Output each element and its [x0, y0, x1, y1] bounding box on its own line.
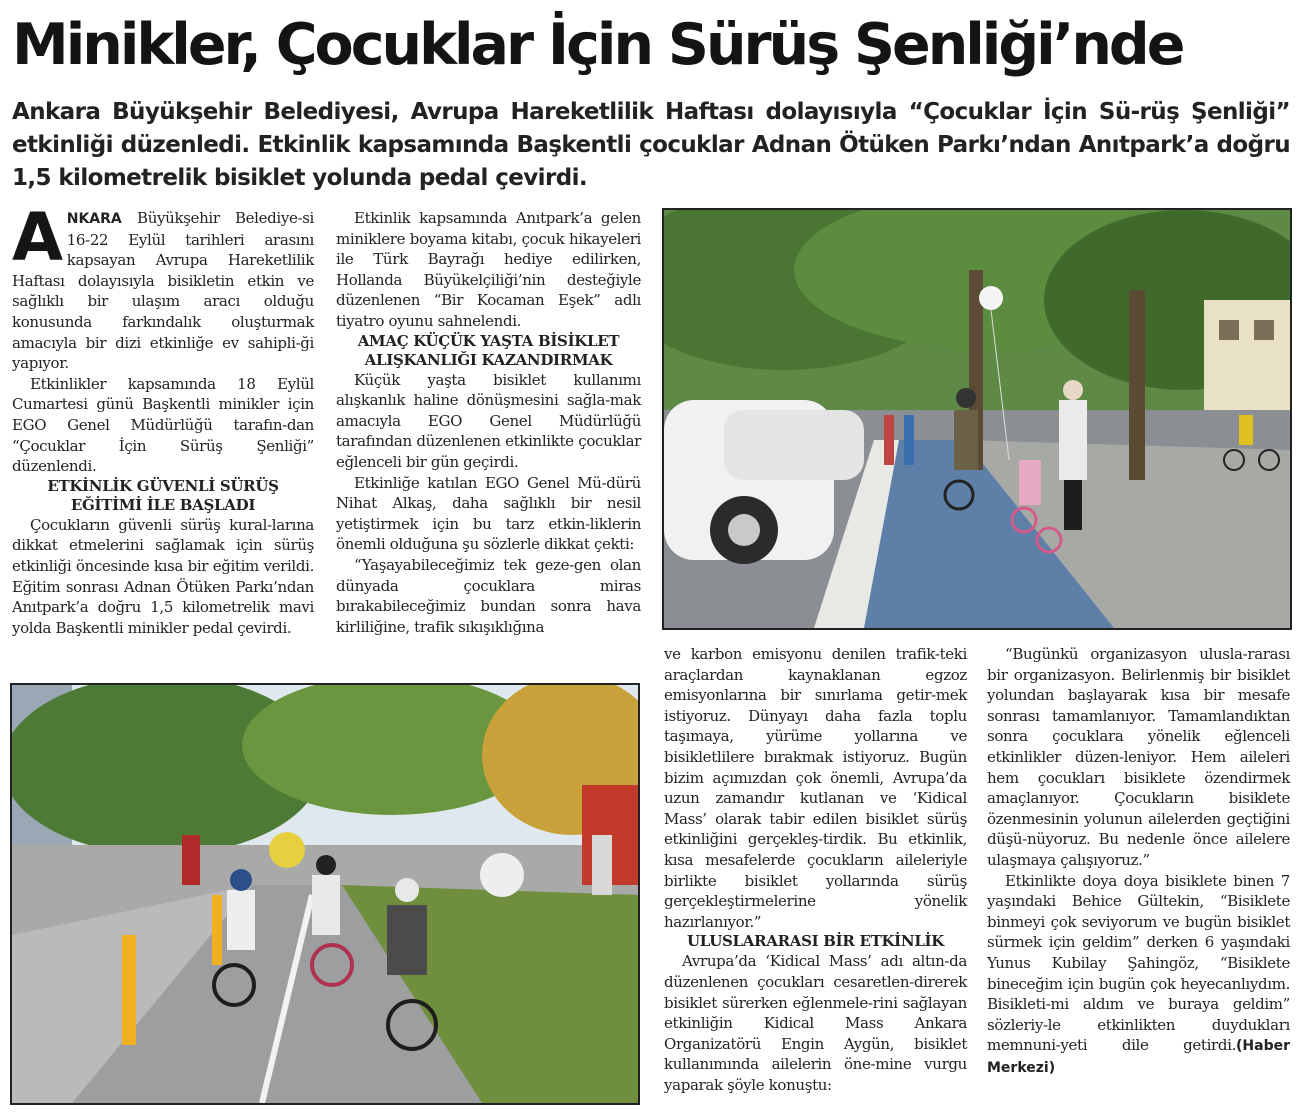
subheading-international: ULUSLARARASI BİR ETKİNLİK [686, 932, 945, 951]
col4-paragraph-2 [987, 871, 1290, 1079]
subheading-habit: AMAÇ KÜÇÜK YAŞTA BİSİKLET ALIŞKANLIĞI KAZANDIRMAK [357, 331, 620, 369]
photo-bike-lane-parked-cars [662, 208, 1292, 630]
col3-paragraph-1: ve karbon emisyonu denilen trafik-teki araçlardan kaynaklanan egzoz emisyonlarına bir sınırlama getir-mek istiyoruz. Dünyayı daha fazla toplu taşımaya, yürüme yollarına ve bisikletlilere bırakmak istiyoruz. Bugün bizim açımızdan çok önemli, Avrupa’da uzun zamandır kutlanan ve ‘Kidical Mass’ olarak tabir edilen bisiklet sürüş etkinliğini gerçekleş-tirdik. Bu etkinlik, kısa mesafelerde çocukların aileleriyle birlikte bisiklet yollarında sürüş gerçekleştirmelerine yönelik hazırlanıyor.” [664, 645, 967, 931]
col1-paragraph-2: Etkinlikler kapsamında 18 Eylül Cumartesi günü Başkentli minikler için EGO Genel Müdürlüğü tarafın-dan “Çocuklar İçin Sürüş Şenliği” düzenlendi. [12, 374, 314, 476]
col4-paragraph-1: “Bugünkü organizasyon ulusla-rarası bir organizasyon. Belirlenmiş bir bisiklet yolundan başlayarak kısa bir mesafe sonrası tamamlanıyor. Tamamlandıktan sonra çocuklara yönelik eğlenceli etkinlikler düzen-leniyor. Hem aileleri hem çocukları bisiklete özendirmek amaçlanıyor. Çocukların bisiklete özenmesinin yolunun ailelerden geçtiğini düşü-nüyoruz. Bu nedenle önce ailelere ulaşmaya çalışıyoruz.” [987, 645, 1290, 869]
photo-children-cycling [10, 683, 640, 1105]
col1-paragraph-1-text: Büyükşehir Belediye-si 16-22 Eylül tarihleri arasını kapsayan Avrupa Hareketlilik Haftası dolayısıyla bisikletin etkin ve sağlıklı bir ulaşım aracı olduğu konusunda farkındalık oluşturmak amacıyla bir dizi etkinliğe ev sahipli-ği yapıyor. [12, 209, 314, 373]
subheading-safe-driving: ETKİNLİK GÜVENLİ SÜRÜŞ EĞİTİMİ İLE BAŞLADI [47, 476, 279, 514]
column-3 [664, 644, 967, 1095]
col2-paragraph-3: Etkinliğe katılan EGO Genel Mü-dürü Nihat Alkaş, daha sağlıklı bir nesil yetiştirmek için bu tarz etkin-liklerin önemli olduğuna şu sözlerle dikkat çekti: [336, 473, 641, 554]
headline: Minikler, Çocuklar İçin Sürüş Şenliği’nde [12, 12, 1183, 78]
lead-paragraph: Ankara Büyükşehir Belediyesi, Avrupa Hareketlilik Haftası dolayısıyla “Çocuklar İçin Sü-rüş Şenliği” etkinliği düzenledi. Etkinlik kapsamında Başkentli çocuklar Adnan Ötüken Parkı’ndan Anıtpark’a doğru 1,5 kilometrelik bisiklet yolunda pedal çevirdi. [12, 99, 1290, 191]
col1-paragraph-3: Çocukların güvenli sürüş kural-larına dikkat etmelerini sağlamak için sürüş etkinliği öncesinde kısa bir eğitim verildi. Eğitim sonrası Adnan Ötüken Parkı’ndan Anıtpark’a doğru 1,5 kilometrelik mavi yolda Başkentli minikler pedal çevirdi. [12, 515, 314, 637]
column-2 [336, 208, 641, 637]
column-1 [12, 199, 314, 638]
col2-paragraph-4: “Yaşayabileceğimiz tek geze-gen olan dünyada çocuklara miras bırakabileceğimiz bundan sonra hava kirliliğine, trafik sıkışıklığına [336, 555, 641, 636]
drop-cap: A [12, 199, 63, 276]
photo-bike-lane-scene [664, 210, 1290, 628]
drop-word: NKARA [66, 211, 122, 227]
column-4 [987, 644, 1290, 1078]
col2-paragraph-1: Etkinlik kapsamında Anıtpark’a gelen miniklere boyama kitabı, çocuk hikayeleri ile Türk Bayrağı hediye edilirken, Hollanda Büyükelçiliği’nin desteğiyle düzenlenen “Bir Kocaman Eşek” adlı tiyatro oyunu sahnelendi. [336, 209, 641, 330]
col3-paragraph-2: Avrupa’da ‘Kidical Mass’ adı altın-da düzenlenen çocukları cesaretlen-direrek bisiklet sürerken eğlenmele-rini sağlayan etkinliğin Kidical Mass Ankara Organizatörü Engin Aygün, bisiklet kullanımında ailelerin öne-mine vurgu yaparak şöyle konuştu: [664, 952, 967, 1094]
col1-paragraph-1 [12, 199, 314, 374]
photo-children-cycling-scene [12, 685, 638, 1103]
col4-paragraph-2-text: Etkinlikte doya doya bisiklete binen 7 yaşındaki Behice Gültekin, “Bisiklete binmeyi çok seviyorum ve bugün bisiklet sürmek için geldim” derken 6 yaşındaki Yunus Kubilay Şahingöz, “Bisiklete bineceğim için bugün çok heyecanlıydım. Bisikleti-mi aldım ve buraya geldim” sözleriy-le etkinlikten duydukları memnuni-yeti dile getirdi. [987, 871, 1290, 1055]
col2-paragraph-2: Küçük yaşta bisiklet kullanımı alışkanlık haline dönüşmesini sağla-mak amacıyla EGO Genel Müdürlüğü tarafından düzenlenen etkinlikte çocuklar eğlenceli bir gün geçirdi. [336, 370, 641, 471]
byline: (Haber Merkezi) [987, 1038, 1290, 1076]
